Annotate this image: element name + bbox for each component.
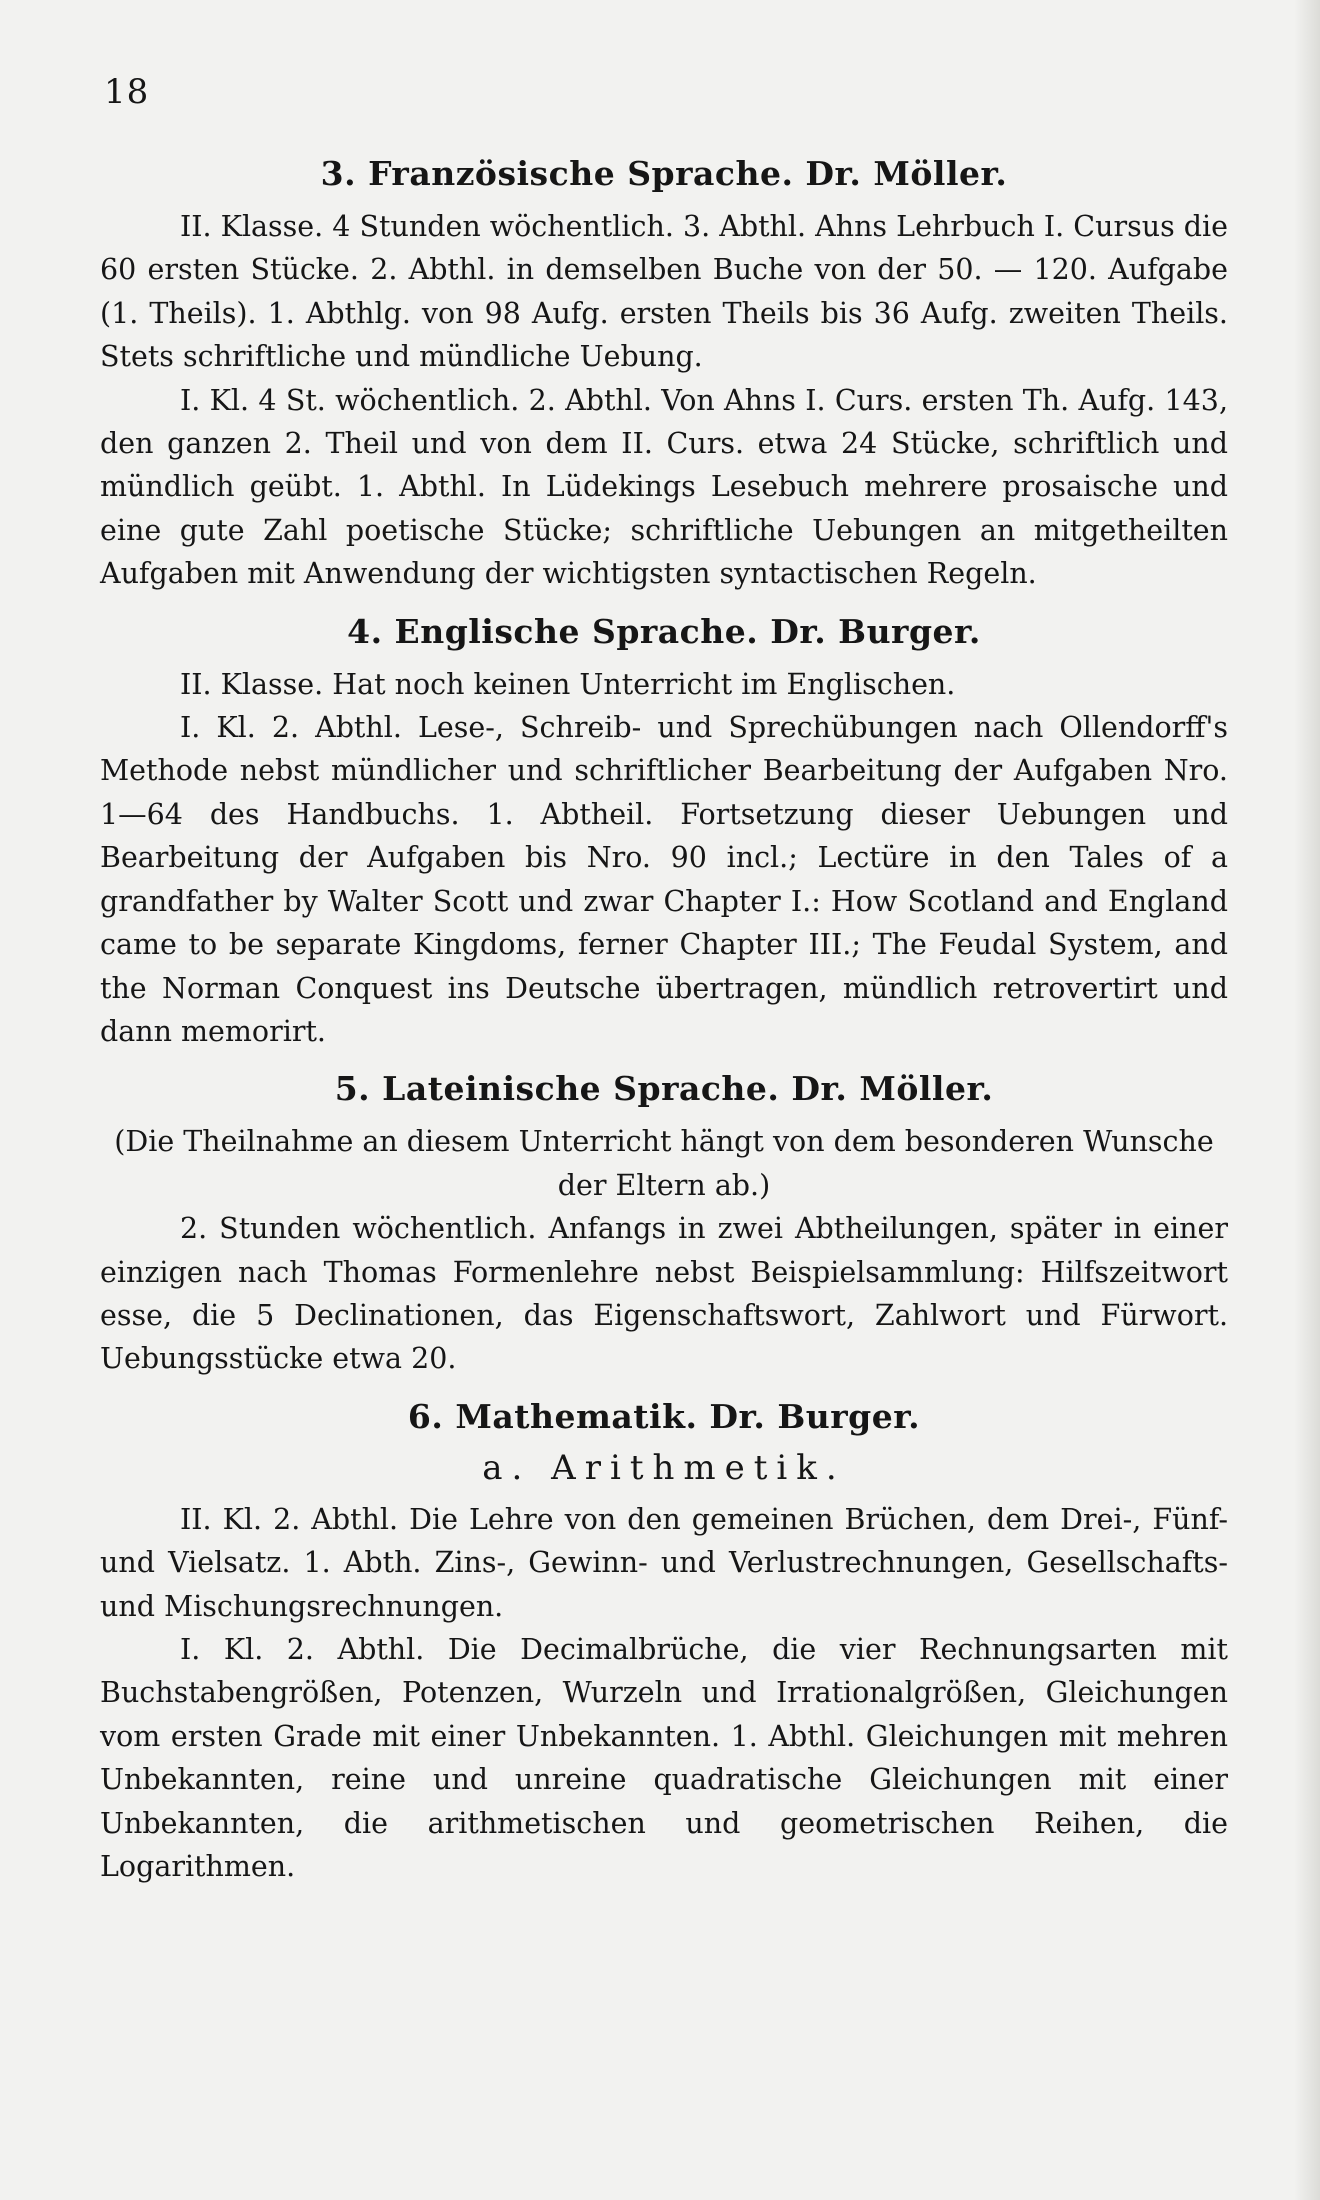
- page-number: 18: [104, 72, 150, 112]
- section-latin: [100, 1069, 1228, 1380]
- section-heading: 3. Französische Sprache. Dr. Möller.: [320, 154, 1008, 193]
- section-heading: 4. Englische Sprache. Dr. Burger.: [347, 611, 981, 651]
- page-edge-shadow: [1294, 0, 1320, 2200]
- paragraph: II. Klasse. 4 Stunden wöchentlich. 3. Abthl. Ahns Lehrbuch I. Cursus die 60 ersten Stücke. 2. Abthl. in demselben Buche von der 50. — 120. Aufgabe (1. Theils). 1. Abthlg. von 98 Aufg. ersten Theils bis 36 Aufg. zweiten Theils. Stets schriftliche und mündliche Uebung.: [100, 210, 1228, 374]
- paragraph: 2. Stunden wöchentlich. Anfangs in zwei Abtheilungen, später in einer einzigen nach Thomas Formenlehre nebst Beispielsammlung: Hilfszeitwort esse, die 5 Declinationen, das Eigenschaftswort, Zahlwort und Fürwort. Uebungsstücke etwa 20.: [100, 1212, 1228, 1376]
- section-mathematics: [100, 1397, 1228, 1889]
- paragraph: II. Klasse. Hat noch keinen Unterricht im Englischen.: [180, 667, 956, 701]
- paragraph: I. Kl. 4 St. wöchentlich. 2. Abthl. Von Ahns I. Curs. ersten Th. Aufg. 143, den ganzen 2. Theil und von dem II. Curs. etwa 24 Stücke, schriftlich und mündlich geübt. 1. Abthl. In Lüdekings Lesebuch mehrere prosaische und eine gute Zahl poetische Stücke; schriftliche Uebungen an mitgetheilten Aufgaben mit Anwendung der wichtigsten syntactischen Regeln.: [100, 383, 1228, 591]
- paragraph: I. Kl. 2. Abthl. Die Decimalbrüche, die vier Rechnungsarten mit Buchstabengrößen, Potenzen, Wurzeln und Irrationalgrößen, Gleichungen vom ersten Grade mit einer Unbekannten. 1. Abthl. Gleichungen mit mehren Unbekannten, reine und unreine quadratische Gleichungen mit einer Unbekannten, die arithmetischen und geometrischen Reihen, die Logarithmen.: [100, 1632, 1228, 1883]
- paragraph: I. Kl. 2. Abthl. Lese-, Schreib- und Sprechübungen nach Ollendorff's Methode nebst mündlicher und schriftlicher Bearbeitung der Aufgaben Nro. 1—64 des Handbuchs. 1. Abtheil. Fortsetzung dieser Uebungen und Bearbeitung der Aufgaben bis Nro. 90 incl.; Lectüre in den Tales of a grandfather by Walter Scott und zwar Chapter I.: How Scotland and England came to be separate Kingdoms, ferner Chapter III.; The Feudal System, and the Norman Conquest ins Deutsche übertragen, mündlich retrovertirt und dann memorirt.: [100, 711, 1228, 1048]
- section-heading: 6. Mathematik. Dr. Burger.: [407, 1396, 921, 1436]
- paragraph: II. Kl. 2. Abthl. Die Lehre von den gemeinen Brüchen, dem Drei-, Fünf- und Vielsatz. 1. Abth. Zins-, Gewinn- und Verlustrechnungen, Gesellschafts- und Mischungsrechnungen.: [100, 1502, 1228, 1623]
- section-heading: 5. Lateinische Sprache. Dr. Möller.: [334, 1069, 994, 1109]
- subsection-heading: a. Arithmetik.: [482, 1447, 846, 1488]
- section-english: [100, 612, 1228, 1054]
- paragraph-note: (Die Theilnahme an diesem Unterricht hängt von dem besonderen Wunsche der Eltern ab.): [114, 1125, 1214, 1202]
- section-french: [100, 154, 1228, 596]
